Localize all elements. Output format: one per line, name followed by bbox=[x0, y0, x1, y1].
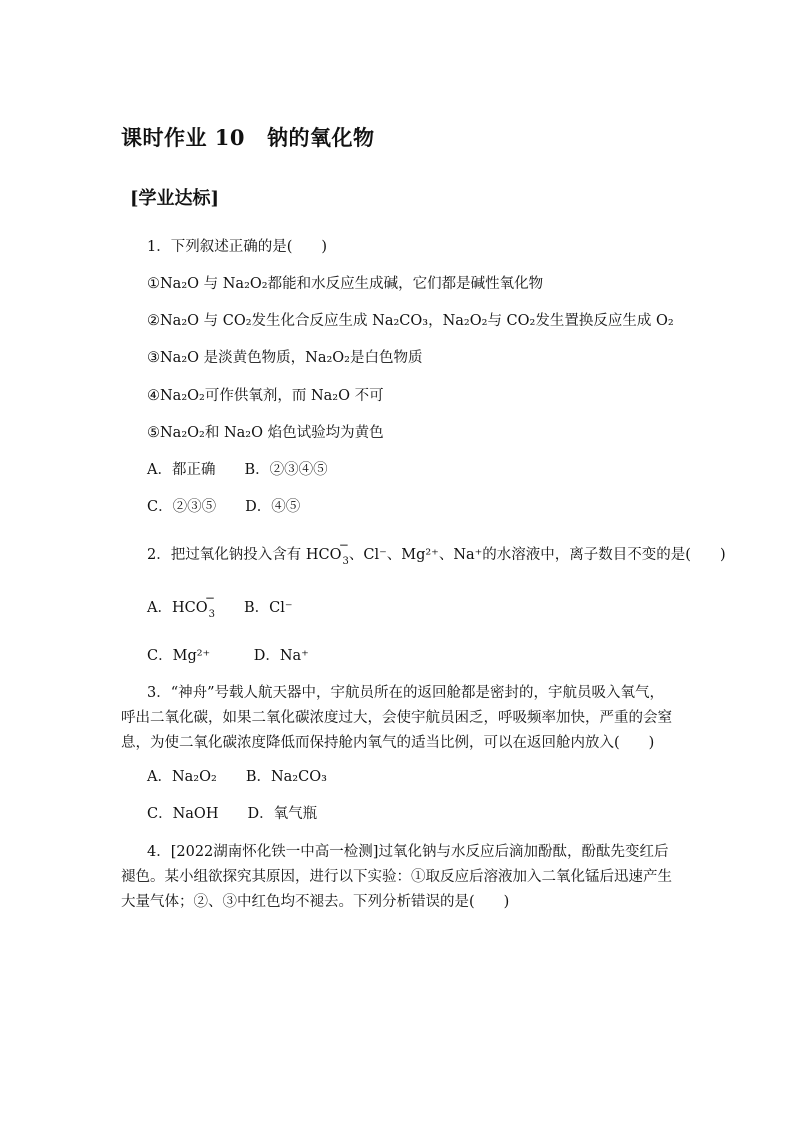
title-topic: 钠的氧化物 bbox=[267, 125, 375, 150]
q2-stem-start: 2．把过氧化钠投入含有 HCO bbox=[147, 547, 342, 563]
q2-stem-end: 、Cl⁻、Mg²⁺、Na⁺的水溶液中，离子数目不变的是( ) bbox=[348, 547, 726, 563]
q2-ion-hco3 bbox=[147, 538, 349, 567]
q2-option-a bbox=[147, 591, 215, 620]
q3-options-ab: A．Na₂O₂ B．Na₂CO₃ bbox=[147, 769, 327, 785]
q1-statement-5: ⑤Na₂O₂和 Na₂O 焰色试验均为黄色 bbox=[147, 425, 384, 441]
q2-option-a-charge: − bbox=[204, 591, 215, 605]
q2-options-cd: C．Mg²⁺ D．Na⁺ bbox=[147, 648, 309, 664]
q3-stem: 3．“神舟”号载人航天器中，宇航员所在的返回舱都是密封的，宇航员吸入氧气，呼出二氧化碳，如果二氧化碳浓度过大，会使宇航员困乏，呼吸频率加快，严重的会窒息，为使二氧化碳浓度降低而保持舱内氧气的适当比例，可以在返回舱内放入( ) bbox=[121, 685, 672, 751]
q4-stem: 4．[2022湖南怀化铁一中高一检测]过氧化钠与水反应后滴加酚酞，酚酞先变红后褪色。某小组欲探究其原因，进行以下实验：①取反应后溶液加入二氧化锰后迅速产生大量气体；②、③中红色均不褪去。下列分析错误的是( ) bbox=[121, 844, 672, 910]
section-heading: [学业达标] bbox=[130, 188, 220, 209]
q2-options-ab bbox=[147, 591, 293, 620]
q3-options-cd: C．NaOH D．氧气瓶 bbox=[147, 806, 318, 822]
q2-option-a-text: A．HCO bbox=[147, 600, 208, 616]
q2-option-a-subscript: 3 bbox=[208, 609, 215, 620]
q2-option-b: B．Cl⁻ bbox=[214, 600, 293, 616]
q1-statement-2: ②Na₂O 与 CO₂发生化合反应生成 Na₂CO₃，Na₂O₂与 CO₂发生置换反应生成 O₂ bbox=[147, 313, 674, 329]
title-main: 课时作业 10 bbox=[121, 125, 246, 150]
q1-stem: 1．下列叙述正确的是( ) bbox=[147, 239, 328, 255]
q1-statement-3: ③Na₂O 是淡黄色物质，Na₂O₂是白色物质 bbox=[147, 350, 423, 366]
q1-options-ab: A．都正确 B．②③④⑤ bbox=[147, 462, 328, 478]
q1-statement-4: ④Na₂O₂可作供氧剂，而 Na₂O 不可 bbox=[147, 388, 384, 404]
q2-ion-subscript: 3 bbox=[342, 556, 349, 567]
page-title bbox=[121, 122, 375, 152]
q1-statement-1: ①Na₂O 与 Na₂O₂都能和水反应生成碱，它们都是碱性氧化物 bbox=[147, 276, 544, 292]
q2-stem bbox=[147, 538, 726, 567]
q2-ion-charge: − bbox=[338, 538, 349, 552]
q1-options-cd: C．②③⑤ D．④⑤ bbox=[147, 499, 301, 515]
